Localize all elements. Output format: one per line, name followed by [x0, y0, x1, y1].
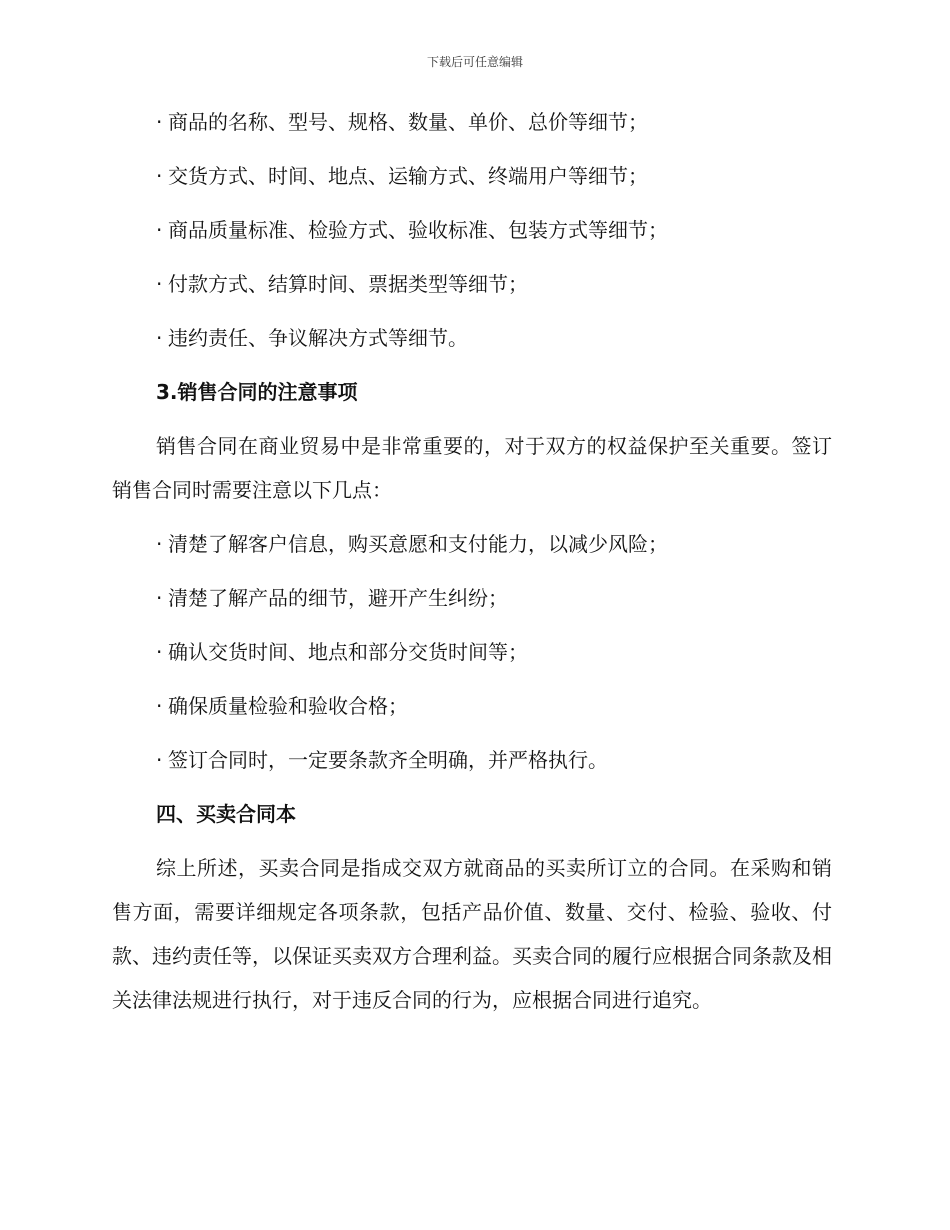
list-item: [112, 324, 832, 352]
section-heading: 四、买卖合同本: [156, 802, 296, 826]
list-item-text: 清楚了解产品的细节，避开产生纠纷；: [168, 586, 508, 610]
list-item-text: 违约责任、争议解决方式等细节。: [168, 326, 468, 350]
list-item-text: 交货方式、时间、地点、运输方式、终端用户等细节；: [168, 164, 648, 188]
list-item-text: 商品的名称、型号、规格、数量、单价、总价等细节；: [168, 110, 648, 134]
bullet-dot: ·: [156, 748, 163, 772]
section-paragraph: 销售合同在商业贸易中是非常重要的，对于双方的权益保护至关重要。签订销售合同时需要注意以下几点：: [112, 434, 832, 502]
list-item: [112, 746, 832, 774]
list-item: [112, 108, 832, 136]
list-item: [112, 692, 832, 720]
bullet-dot: ·: [156, 640, 163, 664]
bullet-dot: ·: [156, 272, 163, 296]
list-item-text: 确保质量检验和验收合格；: [168, 694, 408, 718]
bullet-dot: ·: [156, 218, 163, 242]
section-heading: 3.销售合同的注意事项: [156, 380, 358, 404]
bullet-dot: ·: [156, 586, 163, 610]
list-item: [112, 638, 832, 666]
list-item: [112, 584, 832, 612]
bullet-dot: ·: [156, 532, 163, 556]
list-item-text: 确认交货时间、地点和部分交货时间等；: [168, 640, 528, 664]
bullet-dot: ·: [156, 110, 163, 134]
document-body: [112, 108, 832, 1040]
list-item: [112, 270, 832, 298]
list-item: [112, 216, 832, 244]
section-paragraph: 综上所述，买卖合同是指成交双方就商品的买卖所订立的合同。在采购和销售方面，需要详细规定各项条款，包括产品价值、数量、交付、检验、验收、付款、违约责任等，以保证买卖双方合理利益。买卖合同的履行应根据合同条款及相关法律法规进行执行，对于违反合同的行为，应根据合同进行追究。: [112, 856, 832, 1012]
list-item-text: 商品质量标准、检验方式、验收标准、包装方式等细节；: [168, 218, 668, 242]
list-item-text: 付款方式、结算时间、票据类型等细节；: [168, 272, 528, 296]
bullet-dot: ·: [156, 164, 163, 188]
list-item-text: 清楚了解客户信息，购买意愿和支付能力，以减少风险；: [168, 532, 668, 556]
bullet-dot: ·: [156, 326, 163, 350]
page-header-note: 下载后可任意编辑: [426, 55, 523, 69]
list-item: [112, 162, 832, 190]
bullet-dot: ·: [156, 694, 163, 718]
list-item: [112, 530, 832, 558]
list-item-text: 签订合同时，一定要条款齐全明确，并严格执行。: [168, 748, 608, 772]
